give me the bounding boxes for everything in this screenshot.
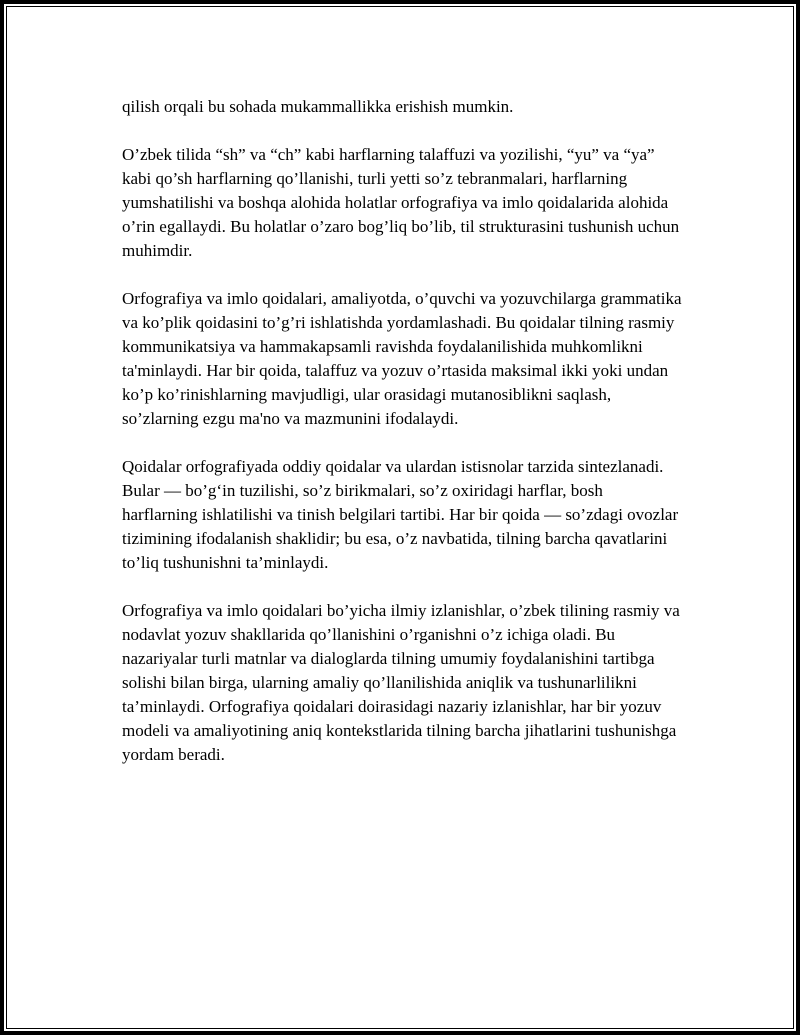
paragraph-3: Orfografiya va imlo qoidalari, amaliyotda, o’quvchi va yozuvchilarga grammatika va ko’plik qoidasini to’g’ri ishlatishda yordamlashadi. Bu qoidalar tilning rasmiy kommunikatsiya va hammakapsamli ravishda foydalanilishida muhkomlikni ta'minlaydi. Har bir qoida, talaffuz va yozuv o’rtasida maksimal ikki yoki undan ko’p ko’rinishlarning mavjudligi, ular orasidagi mutanosiblikni saqlash, so’zlarning ezgu ma'no va mazmunini ifodalaydi. [122,289,682,428]
paragraph-5: Orfografiya va imlo qoidalari bo’yicha ilmiy izlanishlar, o’zbek tilining rasmiy va nodavlat yozuv shakllarida qo’llanishini o’rganishni o’z ichiga oladi. Bu nazariyalar turli matnlar va dialoglarda tilning umumiy foydalanishini tartibga solishi bilan birga, ularning amaliy qo’llanilishida aniqlik va tushunarlilikni ta’minlaydi. Orfografiya qoidalari doirasidagi nazariy izlanishlar, har bir yozuv modeli va amaliyotining aniq kontekstlarida tilning barcha jihatlarini tushunishga yordam beradi. [122,601,680,764]
paragraph-1: qilish orqali bu sohada mukammallikka erishish mumkin. [122,97,514,116]
paragraph-4: Qoidalar orfografiyada oddiy qoidalar va ulardan istisnolar tarzida sintezlanadi. Bular — bo’g‘in tuzilishi, so’z birikmalari, so’z oxiridagi harflar, bosh harflarning ishlatilishi va tinish belgilari tartibi. Har bir qoida — so’zdagi ovozlar tizimining ifodalanish shaklidir; bu esa, o’z navbatida, tilning barcha qavatlarini to’liq tushunishni ta’minlaydi. [122,457,679,572]
document-body [122,95,682,767]
paragraph-2: O’zbek tilida “sh” va “ch” kabi harflarning talaffuzi va yozilishi, “yu” va “ya” kabi qo’sh harflarning qo’llanishi, turli yetti so’z tebranmalari, harflarning yumshatilishi va boshqa alohida holatlar orfografiya va imlo qoidalarida alohida o’rin egallaydi. Bu holatlar o’zaro bog’liq bo’lib, til strukturasini tushunish uchun muhimdir. [122,145,680,260]
